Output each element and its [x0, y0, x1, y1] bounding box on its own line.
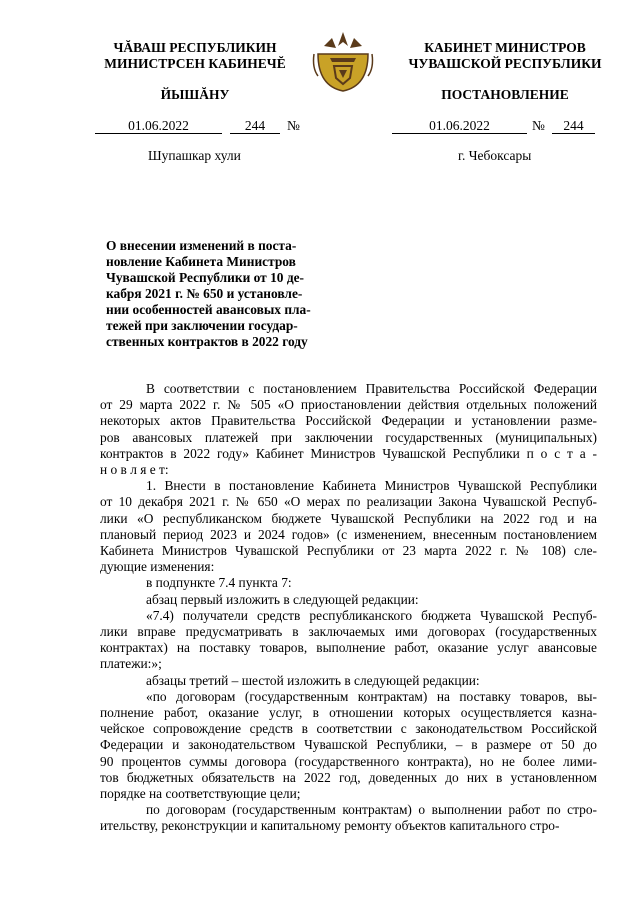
- title-line: тежей при заключении государ-: [106, 318, 298, 333]
- header-left-date: 01.06.2022: [95, 118, 222, 134]
- body-line: 90 процентов суммы договора (государственного контракта), но не более лими-: [100, 753, 597, 769]
- title-line: нии особенностей авансовых пла-: [106, 302, 311, 317]
- header-right-line1: КАБИНЕТ МИНИСТРОВ: [424, 40, 586, 55]
- header-right-number-sign: №: [532, 118, 545, 133]
- header-right-doc-type: ПОСТАНОВЛЕНИЕ: [441, 87, 569, 102]
- header-left-number-line: [95, 118, 315, 134]
- chuvash-coat-of-arms-icon: [310, 24, 376, 94]
- body-line: «7.4) получатели средств республиканского бюджета Чувашской Респуб-: [146, 607, 597, 623]
- header-left-number-sign: №: [287, 118, 300, 133]
- title-line: новление Кабинета Министров: [106, 254, 296, 269]
- body-line: от 29 марта 2022 г. № 505 «О приостановлении действия отдельных положений: [100, 397, 597, 413]
- body-line: ров авансовых платежей при заключении государственных (муниципальных): [100, 429, 597, 445]
- title-line: кабря 2021 г. № 650 и установле-: [106, 286, 303, 301]
- header-left-city: Шупашкар хули: [148, 148, 241, 163]
- body-line: чейское сопровождение средств в соответствии с законодательством Российской: [100, 721, 597, 737]
- body-paragraph: [100, 689, 597, 802]
- body-line: платежи:»;: [100, 656, 162, 672]
- body-paragraph: [100, 802, 597, 834]
- header-right-line2: ЧУВАШСКОЙ РЕСПУБЛИКИ: [408, 56, 602, 71]
- body-line: ительству, реконструкции и капитальному ремонту объектов капитального стро-: [100, 818, 560, 834]
- header-right-date: 01.06.2022: [392, 118, 527, 134]
- body-paragraph: [100, 478, 597, 575]
- document-body: [100, 381, 597, 835]
- header-right-number: 244: [552, 118, 595, 134]
- body-line: тов бюджетных обязательств на 2022 год, доведенных до них в установленном: [100, 769, 597, 785]
- body-line: в подпункте 7.4 пункта 7:: [146, 575, 292, 591]
- document-title: [106, 238, 336, 350]
- body-line: «по договорам (государственным контрактам) на поставку товаров, вы-: [146, 688, 597, 704]
- header-right-org: [380, 40, 630, 72]
- body-line: контрактов в 2022 году» Кабинет Министров Чувашской Республики п о с т а -: [100, 445, 597, 461]
- body-line: некоторых актов Правительства Российской Федерации и установлении разме-: [100, 413, 597, 429]
- title-line: Чувашской Республики от 10 де-: [106, 270, 305, 285]
- body-paragraph: [100, 608, 597, 673]
- body-paragraph: [100, 592, 597, 608]
- body-line: лики вправе предусматривать в заключаемых ими договорах (государственных: [100, 624, 597, 640]
- header-left-number: 244: [230, 118, 280, 134]
- body-line: Федерации и законодательством Чувашской Республики, – в размере от 50 до: [100, 737, 597, 753]
- body-line: абзац первый изложить в следующей редакции:: [146, 591, 419, 607]
- title-line: О внесении изменений в поста-: [106, 238, 297, 253]
- header-right-number-line: [392, 118, 602, 134]
- header-left-line2: МИНИСТРСЕН КАБИНЕЧĔ: [104, 56, 286, 71]
- body-line: Кабинета Министров Чувашской Республики от 23 марта 2022 г. № 108) сле-: [100, 543, 597, 559]
- body-line: от 10 декабря 2021 г. № 650 «О мерах по реализации Закона Чувашской Респуб-: [100, 494, 597, 510]
- body-line: н о в л я е т:: [100, 462, 169, 478]
- body-line: по договорам (государственным контрактам) о выполнении работ по стро-: [146, 802, 597, 818]
- header-left-line1: ЧĂВАШ РЕСПУБЛИКИН: [113, 40, 277, 55]
- body-paragraph: [100, 673, 597, 689]
- body-line: абзацы третий – шестой изложить в следующей редакции:: [146, 672, 480, 688]
- body-paragraph: [100, 381, 597, 478]
- header-right-city: г. Чебоксары: [458, 148, 532, 163]
- body-line: В соответствии с постановлением Правительства Российской Федерации: [146, 381, 597, 396]
- body-line: лики «О республиканском бюджете Чувашской Республики на 2022 год и на: [100, 510, 597, 526]
- body-line: дующие изменения:: [100, 559, 215, 575]
- body-paragraph: [100, 575, 597, 591]
- title-line: ственных контрактов в 2022 году: [106, 334, 308, 349]
- header-left-doc-type: ЙЫШĂНУ: [160, 87, 230, 102]
- body-line: полнение работ, оказание услуг, в отношении которых осуществляется казна-: [100, 705, 597, 721]
- body-line: 1. Внести в постановление Кабинета Министров Чувашской Республики: [146, 478, 597, 494]
- body-line: плановый период 2023 и 2024 годов» (с изменением, внесенным постановлением: [100, 526, 597, 542]
- header-left-org: [80, 40, 310, 72]
- body-line: порядке на соответствующие цели;: [100, 786, 301, 802]
- body-line: контрактах) на поставку товаров, выполнение работ, оказание услуг авансовые: [100, 640, 597, 656]
